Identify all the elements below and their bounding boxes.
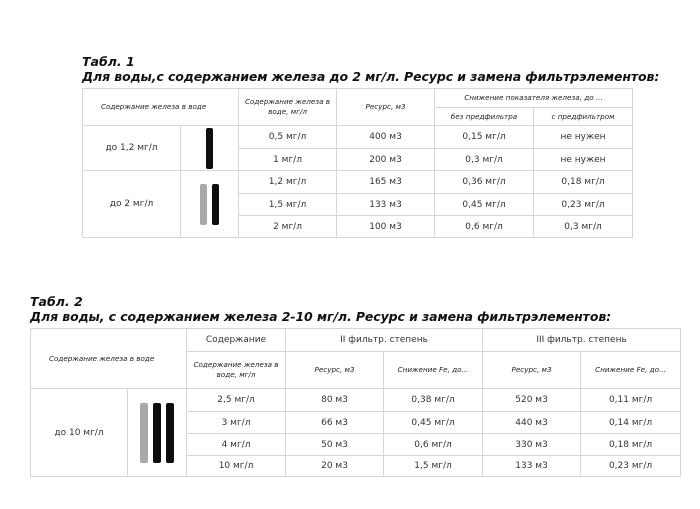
t1-header-resource: Ресурс, м3 bbox=[337, 89, 435, 126]
t1-resource: 400 м3 bbox=[337, 126, 435, 149]
t2-s3-fe: 0,23 мг/л bbox=[581, 456, 681, 477]
t1-iron: 2 мг/л bbox=[239, 216, 337, 238]
filter-cartridge-black-icon bbox=[153, 403, 161, 463]
t2-s3-fe: 0,14 мг/л bbox=[581, 412, 681, 434]
table2-title: Для воды, с содержанием железа 2-10 мг/л. Ресурс и замена фильтрэлементов: bbox=[30, 309, 612, 324]
t2-iron: 4 мг/л bbox=[187, 434, 286, 456]
t1-resource: 100 м3 bbox=[337, 216, 435, 238]
t2-iron: 3 мг/л bbox=[187, 412, 286, 434]
t1-with: не нужен bbox=[534, 149, 633, 171]
t2-s3-resource: 133 м3 bbox=[483, 456, 581, 477]
table1-title: Для воды,с содержанием железа до 2 мг/л. Ресурс и замена фильтрэлементов: bbox=[82, 69, 660, 84]
t1-with: не нужен bbox=[534, 126, 633, 149]
t2-header-content-short: Содержание bbox=[187, 329, 286, 352]
t2-s3-fe: 0,18 мг/л bbox=[581, 434, 681, 456]
t1-group-label: до 1,2 мг/л bbox=[83, 126, 181, 171]
t1-header-without-prefilter: без предфильтра bbox=[435, 108, 534, 126]
table1 bbox=[82, 88, 633, 238]
t2-filter-cell bbox=[128, 389, 187, 477]
filter-cartridge-black-icon bbox=[206, 128, 213, 169]
table2 bbox=[30, 328, 681, 477]
t2-header-s3-resource: Ресурс, м3 bbox=[483, 352, 581, 389]
t2-s2-resource: 50 м3 bbox=[286, 434, 384, 456]
t2-header-content: Содержание железа в воде bbox=[31, 329, 187, 389]
t1-without: 0,36 мг/л bbox=[435, 171, 534, 194]
t2-header-stage3: III фильтр. степень bbox=[483, 329, 681, 352]
t1-with: 0,23 мг/л bbox=[534, 194, 633, 216]
t2-s2-resource: 66 м3 bbox=[286, 412, 384, 434]
t1-header-with-prefilter: с предфильтром bbox=[534, 108, 633, 126]
t2-s2-fe: 0,6 мг/л bbox=[384, 434, 483, 456]
t1-group-label: до 2 мг/л bbox=[83, 171, 181, 238]
t2-s2-fe: 0,45 мг/л bbox=[384, 412, 483, 434]
t2-s3-resource: 520 м3 bbox=[483, 389, 581, 412]
filter-cartridge-black-icon bbox=[212, 184, 219, 225]
t2-s2-resource: 20 м3 bbox=[286, 456, 384, 477]
t1-header-iron-content: Содержание железа в воде, мг/л bbox=[239, 89, 337, 126]
t1-with: 0,18 мг/л bbox=[534, 171, 633, 194]
t1-iron: 1,5 мг/л bbox=[239, 194, 337, 216]
t1-header-reduction: Снижение показателя железа, до ... bbox=[435, 89, 633, 108]
t1-without: 0,45 мг/л bbox=[435, 194, 534, 216]
t2-s2-fe: 1,5 мг/л bbox=[384, 456, 483, 477]
t2-s2-resource: 80 м3 bbox=[286, 389, 384, 412]
table2-number: Табл. 2 bbox=[30, 294, 83, 309]
t2-iron: 10 мг/л bbox=[187, 456, 286, 477]
t2-header-s3-fe: Снижение Fe, до... bbox=[581, 352, 681, 389]
t1-header-content: Содержание железа в воде bbox=[83, 89, 239, 126]
t2-s3-resource: 330 м3 bbox=[483, 434, 581, 456]
t1-iron: 0,5 мг/л bbox=[239, 126, 337, 149]
filter-cartridge-gray-icon bbox=[140, 403, 148, 463]
t1-filter-cell bbox=[181, 171, 239, 238]
t2-s2-fe: 0,38 мг/л bbox=[384, 389, 483, 412]
t2-s3-resource: 440 м3 bbox=[483, 412, 581, 434]
table2-title-block bbox=[30, 294, 611, 324]
t1-resource: 165 м3 bbox=[337, 171, 435, 194]
table-row bbox=[83, 171, 633, 194]
t1-filter-cell bbox=[181, 126, 239, 171]
filter-cartridge-gray-icon bbox=[200, 184, 207, 225]
filter-cartridge-black-icon bbox=[166, 403, 174, 463]
t1-iron: 1 мг/л bbox=[239, 149, 337, 171]
table1-number: Табл. 1 bbox=[82, 54, 135, 69]
t2-group-label: до 10 мг/л bbox=[31, 389, 128, 477]
t1-without: 0,15 мг/л bbox=[435, 126, 534, 149]
t1-without: 0,6 мг/л bbox=[435, 216, 534, 238]
t2-iron: 2,5 мг/л bbox=[187, 389, 286, 412]
t2-header-stage2: II фильтр. степень bbox=[286, 329, 483, 352]
table-row bbox=[83, 126, 633, 149]
t2-header-iron-content: Содержание железа в воде, мг/л bbox=[187, 352, 286, 389]
t2-header-s2-resource: Ресурс, м3 bbox=[286, 352, 384, 389]
t1-iron: 1,2 мг/л bbox=[239, 171, 337, 194]
t2-header-s2-fe: Снижение Fe, до... bbox=[384, 352, 483, 389]
t1-without: 0,3 мг/л bbox=[435, 149, 534, 171]
t1-with: 0,3 мг/л bbox=[534, 216, 633, 238]
t2-s3-fe: 0,11 мг/л bbox=[581, 389, 681, 412]
t1-resource: 200 м3 bbox=[337, 149, 435, 171]
t1-resource: 133 м3 bbox=[337, 194, 435, 216]
table1-title-block bbox=[82, 54, 659, 84]
